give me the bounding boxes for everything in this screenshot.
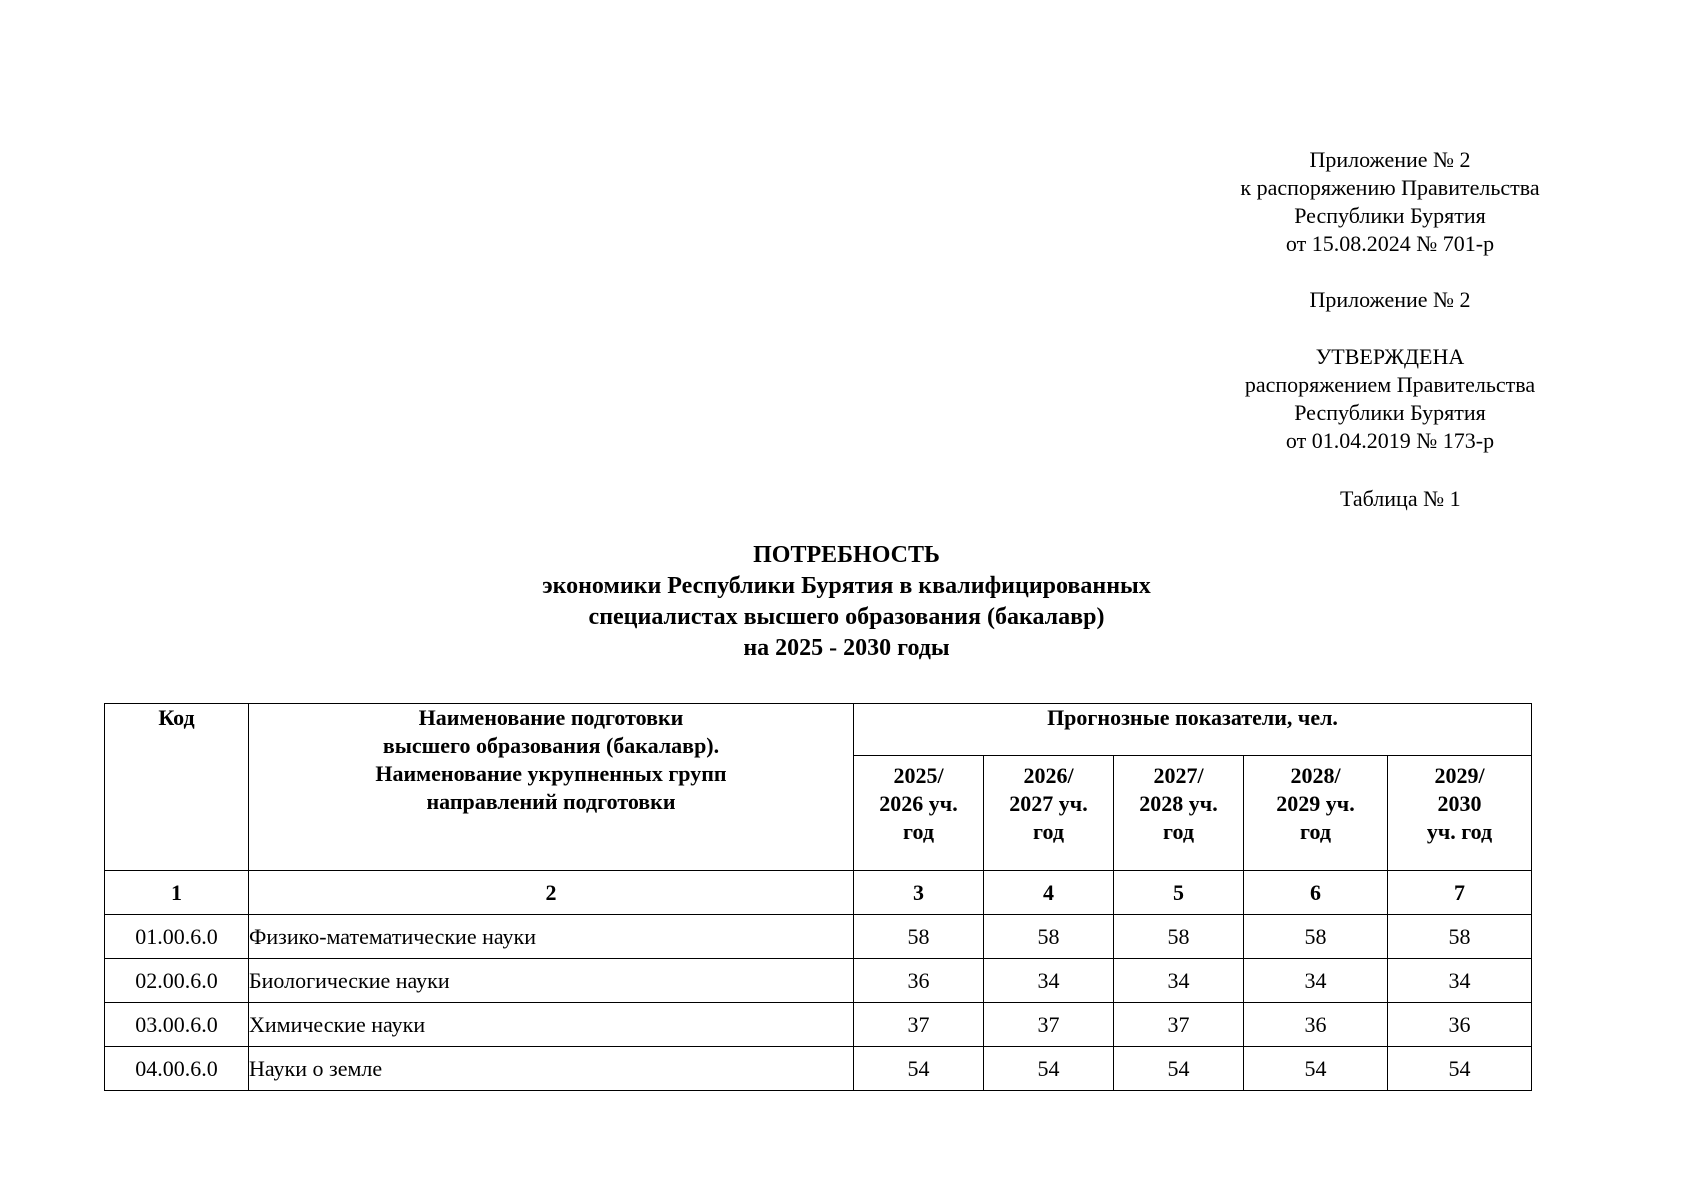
- annex-original-line: Приложение № 2: [1309, 287, 1471, 312]
- row-value: 36: [1244, 1003, 1388, 1047]
- year-line: 2028/: [1290, 763, 1341, 788]
- annex-current-line: Приложение № 2: [1309, 147, 1471, 172]
- header-year: [984, 756, 1114, 871]
- row-code: 04.00.6.0: [105, 1047, 249, 1091]
- row-value: 58: [1388, 915, 1532, 959]
- year-line: 2030: [1437, 791, 1482, 816]
- header-year: [854, 756, 984, 871]
- row-value: 54: [1244, 1047, 1388, 1091]
- header-year: [1114, 756, 1244, 871]
- column-number: 6: [1244, 871, 1388, 915]
- table-row: [105, 915, 1532, 959]
- row-name: Физико-математические науки: [249, 915, 854, 959]
- column-number: 3: [854, 871, 984, 915]
- header-year: [1244, 756, 1388, 871]
- header-forecast: Прогнозные показатели, чел.: [854, 704, 1532, 756]
- row-value: 34: [1114, 959, 1244, 1003]
- row-value: 54: [1388, 1047, 1532, 1091]
- row-value: 37: [1114, 1003, 1244, 1047]
- header-name-line: высшего образования (бакалавр).: [382, 733, 720, 758]
- row-value: 58: [854, 915, 984, 959]
- annex-current-block: [1180, 146, 1600, 258]
- year-line: 2026/: [1023, 763, 1074, 788]
- header-name-line: Наименование подготовки: [418, 705, 684, 730]
- year-line: 2028 уч.: [1139, 791, 1218, 816]
- year-line: 2029/: [1434, 763, 1485, 788]
- table-header-row: [105, 704, 1532, 756]
- row-value: 37: [854, 1003, 984, 1047]
- row-name: Науки о земле: [249, 1047, 854, 1091]
- title-line: ПОТРЕБНОСТЬ: [753, 542, 940, 568]
- title-line: экономики Республики Бурятия в квалифицированных: [542, 573, 1151, 599]
- row-value: 58: [984, 915, 1114, 959]
- document-title: [104, 540, 1589, 664]
- year-line: 2025/: [893, 763, 944, 788]
- row-value: 34: [1388, 959, 1532, 1003]
- year-line: 2029 уч.: [1276, 791, 1355, 816]
- year-line: 2026 уч.: [879, 791, 958, 816]
- row-code: 03.00.6.0: [105, 1003, 249, 1047]
- header-code: Код: [105, 704, 249, 871]
- column-number: 1: [105, 871, 249, 915]
- year-line: год: [1300, 819, 1331, 844]
- row-name: Биологические науки: [249, 959, 854, 1003]
- table-label: Таблица № 1: [1340, 486, 1461, 511]
- header-name-line: Наименование укрупненных групп: [375, 761, 727, 786]
- approved-date: от 01.04.2019 № 173-р: [1285, 428, 1495, 453]
- table-row: [105, 959, 1532, 1003]
- approved-line: Республики Бурятия: [1294, 400, 1486, 425]
- title-line: специалистах высшего образования (бакалавр): [588, 604, 1105, 630]
- column-number: 5: [1114, 871, 1244, 915]
- annex-current-line: к распоряжению Правительства: [1240, 175, 1540, 200]
- table-row: [105, 1003, 1532, 1047]
- column-number: 2: [249, 871, 854, 915]
- annex-original-block: [1180, 286, 1600, 314]
- table-row: [105, 1047, 1532, 1091]
- header-year: [1388, 756, 1532, 871]
- row-value: 36: [1388, 1003, 1532, 1047]
- column-number: 4: [984, 871, 1114, 915]
- column-number-row: [105, 871, 1532, 915]
- row-value: 34: [984, 959, 1114, 1003]
- header-name: [249, 704, 854, 871]
- year-line: год: [1033, 819, 1064, 844]
- row-code: 01.00.6.0: [105, 915, 249, 959]
- year-line: 2027 уч.: [1009, 791, 1088, 816]
- row-value: 54: [854, 1047, 984, 1091]
- year-line: год: [1163, 819, 1194, 844]
- row-value: 54: [984, 1047, 1114, 1091]
- annex-current-date: от 15.08.2024 № 701-р: [1285, 231, 1495, 256]
- row-name: Химические науки: [249, 1003, 854, 1047]
- header-name-line: направлений подготовки: [426, 789, 676, 814]
- year-line: год: [903, 819, 934, 844]
- row-value: 54: [1114, 1047, 1244, 1091]
- row-value: 37: [984, 1003, 1114, 1047]
- row-value: 34: [1244, 959, 1388, 1003]
- row-value: 58: [1114, 915, 1244, 959]
- approved-line: УТВЕРЖДЕНА: [1315, 344, 1465, 369]
- year-line: 2027/: [1153, 763, 1204, 788]
- year-line: уч. год: [1426, 819, 1493, 844]
- row-value: 36: [854, 959, 984, 1003]
- row-value: 58: [1244, 915, 1388, 959]
- row-code: 02.00.6.0: [105, 959, 249, 1003]
- annex-current-line: Республики Бурятия: [1294, 203, 1486, 228]
- title-line: на 2025 - 2030 годы: [743, 635, 950, 661]
- approved-line: распоряжением Правительства: [1244, 372, 1536, 397]
- column-number: 7: [1388, 871, 1532, 915]
- approved-block: [1180, 343, 1600, 455]
- forecast-table: [104, 703, 1532, 1091]
